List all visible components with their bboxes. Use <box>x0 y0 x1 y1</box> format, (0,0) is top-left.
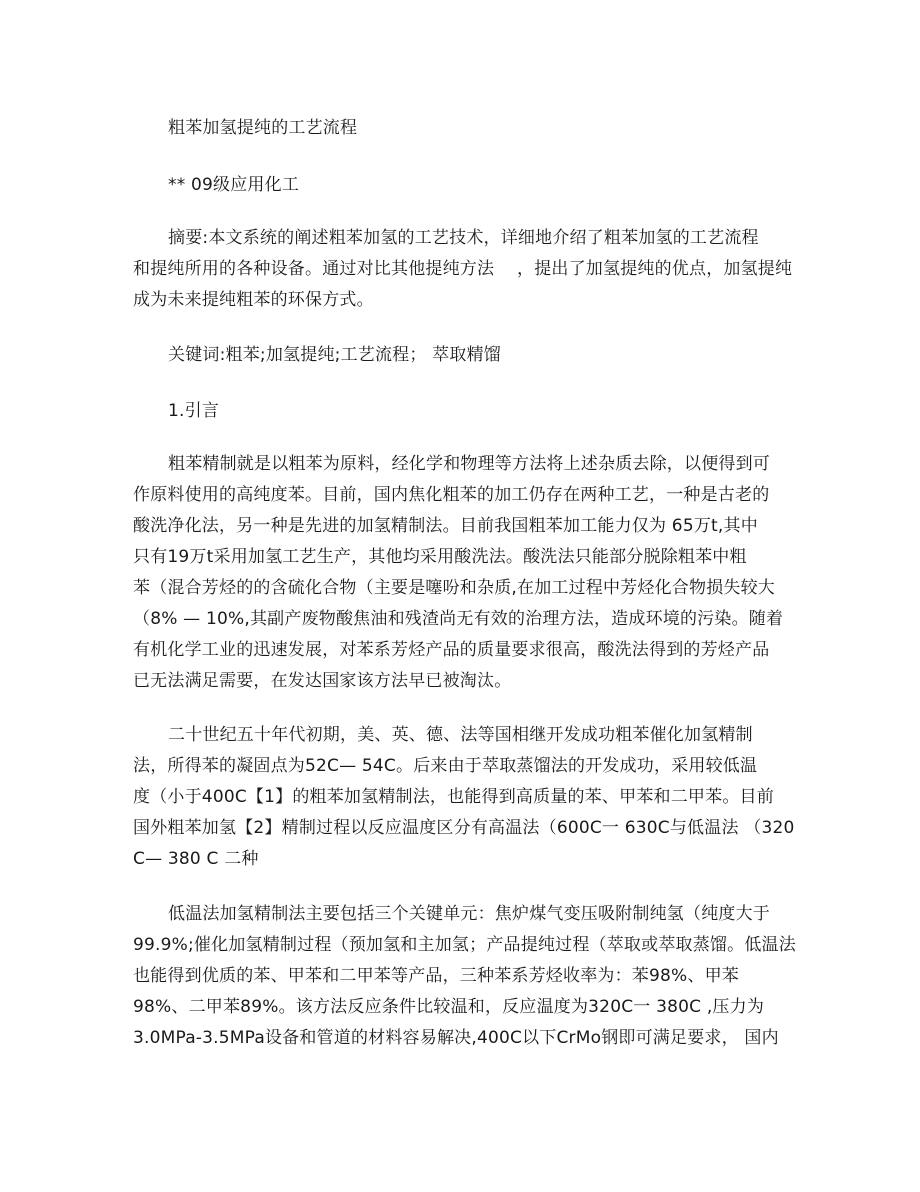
paragraph1-line-3: 酸洗净化法，另一种是先进的加氢精制法。目前我国粗苯加工能力仅为 65万t,其中 <box>133 516 758 536</box>
abstract-line-3: 成为未来提纯粗苯的环保方式。 <box>133 290 374 310</box>
paragraph3-line-4: 98%、二甲苯89%。该方法反应条件比较温和，反应温度为320C一 380C ,压力为 <box>133 997 765 1017</box>
paragraph1-line-8: 已无法满足需要，在发达国家该方法早已被淘汰。 <box>133 671 512 691</box>
paragraph3-line-5: 3.0MPa-3.5MPa设备和管道的材料容易解决,400C以下CrMo钢即可满足要求， 国内 <box>133 1028 779 1048</box>
paragraph2-line-3: 度（小于400C【1】的粗苯加氢精制法，也能得到高质量的苯、甲苯和二甲苯。目前 <box>133 787 774 807</box>
paragraph2-line-1: 二十世纪五十年代初期，美、英、德、法等国相继开发成功粗苯催化加氢精制 <box>168 725 753 745</box>
section-heading: 1.引言 <box>168 401 220 421</box>
paragraph1-line-6: （8% — 10%,其副产废物酸焦油和残渣尚无有效的治理方法，造成环境的污染。随着 <box>133 609 784 629</box>
document-title: 粗苯加氢提纯的工艺流程 <box>168 118 358 138</box>
paragraph2-line-5: C— 380 C 二种 <box>133 849 259 869</box>
paragraph3-line-3: 也能得到优质的苯、甲苯和二甲苯等产品，三种苯系芳烃收率为：苯98%、甲苯 <box>133 966 739 986</box>
paragraph3-line-1: 低温法加氢精制法主要包括三个关键单元：焦炉煤气变压吸附制纯氢（纯度大于 <box>168 904 770 924</box>
abstract-line-1: 摘要:本文系统的阐述粗苯加氢的工艺技术，详细地介绍了粗苯加氢的工艺流程 <box>168 228 759 248</box>
paragraph1-line-5: 苯（混合芳烃的的含硫化合物（主要是噻吩和杂质,在加工过程中芳烃化合物损失较大 <box>133 578 776 598</box>
paragraph2-line-2: 法，所得苯的凝固点为52C— 54C。后来由于萃取蒸馏法的开发成功，采用较低温 <box>133 756 758 776</box>
document-author: ** 09级应用化工 <box>168 175 300 195</box>
abstract-line-2: 和提纯所用的各种设备。通过对比其他提纯方法 ，提出了加氢提纯的优点，加氢提纯 <box>133 259 793 279</box>
paragraph1-line-7: 有机化学工业的迅速发展，对苯系芳烃产品的质量要求很高，酸洗法得到的芳烃产品 <box>133 640 770 660</box>
paragraph1-line-1: 粗苯精制就是以粗苯为原料，经化学和物理等方法将上述杂质去除，以便得到可 <box>168 454 770 474</box>
keywords: 关键词:粗苯;加氢提纯;工艺流程； 萃取精馏 <box>168 345 501 365</box>
paragraph2-line-4: 国外粗苯加氢【2】精制过程以反应温度区分有高温法（600C一 630C与低温法 （320 <box>133 818 795 838</box>
paragraph3-line-2: 99.9%;催化加氢精制过程（预加氢和主加氢；产品提纯过程（萃取或萃取蒸馏。低温法 <box>133 935 796 955</box>
paragraph1-line-4: 只有19万t采用加氢工艺生产，其他均采用酸洗法。酸洗法只能部分脱除粗苯中粗 <box>133 547 747 567</box>
paragraph1-line-2: 作原料使用的高纯度苯。目前，国内焦化粗苯的加工仍存在两种工艺，一种是古老的 <box>133 485 770 505</box>
